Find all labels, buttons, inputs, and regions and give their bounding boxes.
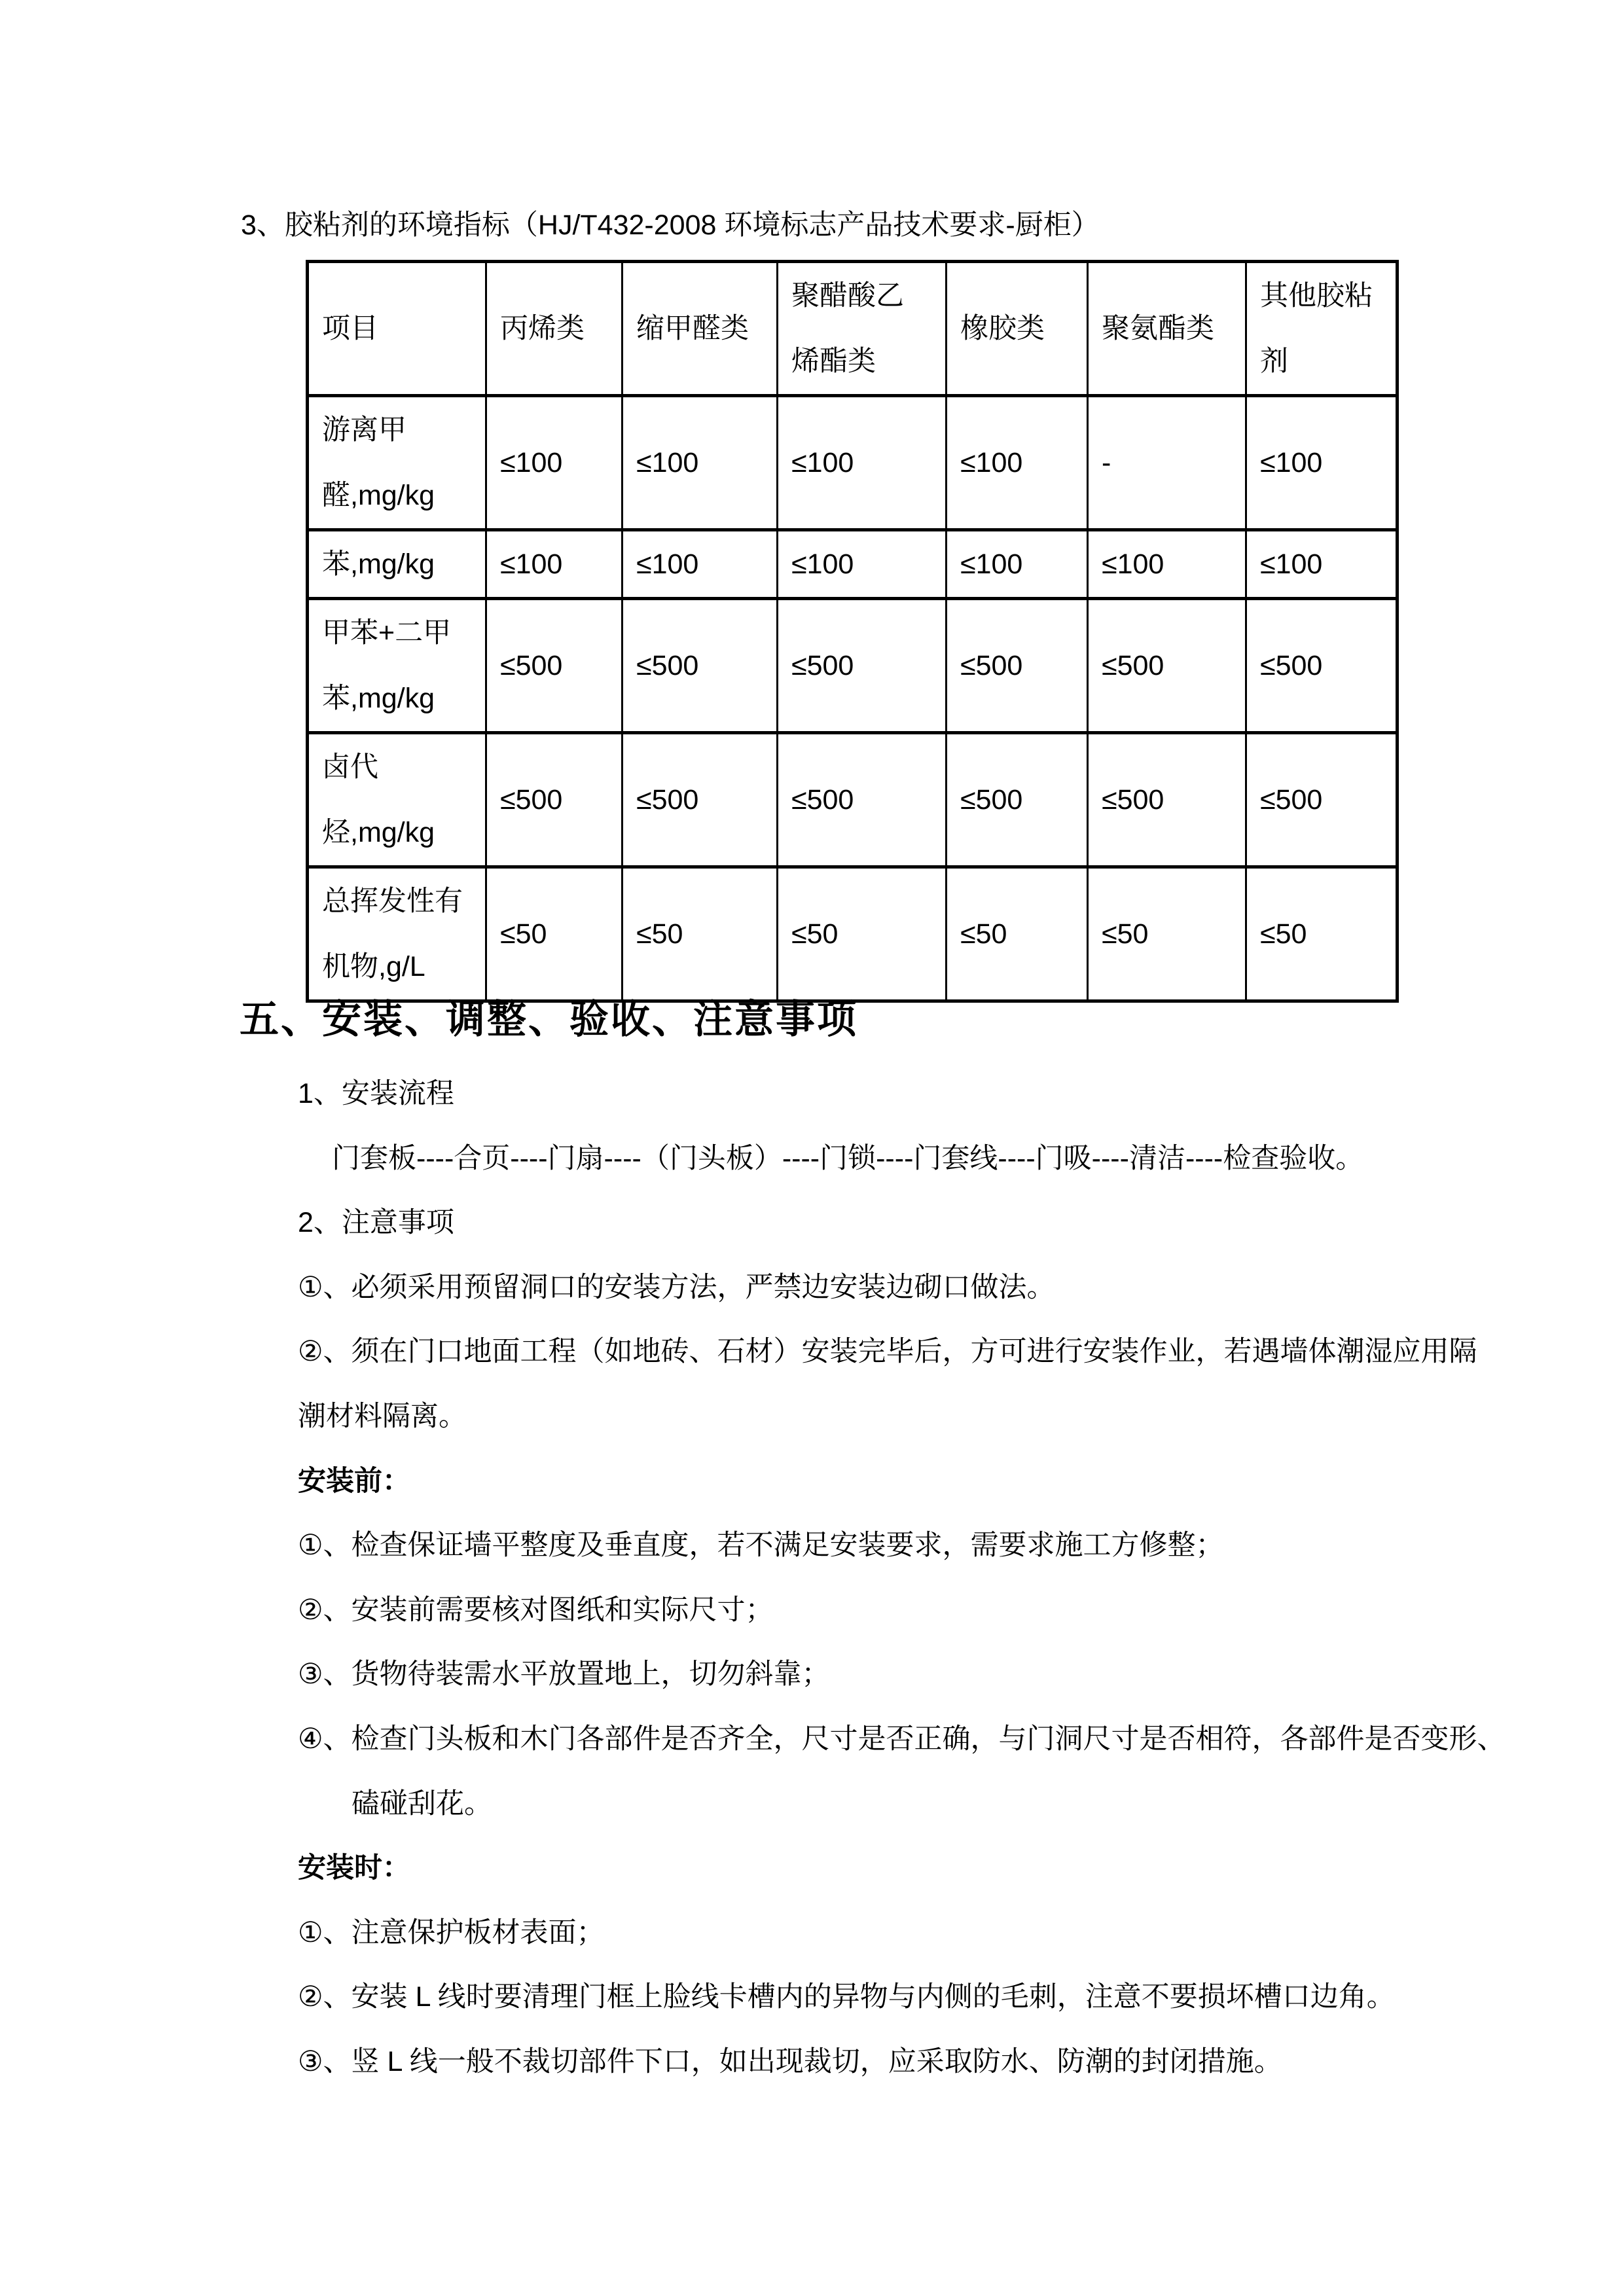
table-cell: ≤500 [778,599,947,733]
table-cell: ≤100 [947,396,1088,530]
body-line: ②、安装 L 线时要清理门框上脸线卡槽内的异物与内侧的毛刺，注意不要损坏槽口边角。 [298,1981,1395,2013]
body-line: 1、安装流程 [298,1078,454,1109]
table-cell: ≤500 [623,733,778,867]
table-cell: ≤100 [778,530,947,599]
body-line: ③、货物待装需水平放置地上，切勿斜靠； [298,1659,830,1691]
table-cell: ≤100 [778,396,947,530]
table-row-label: 苯,mg/kg [308,530,486,599]
table-cell: ≤500 [1246,599,1398,733]
table-cell: - [1088,396,1246,530]
table-cell: ≤500 [486,599,623,733]
table-row-label: 总挥发性有 机物,g/L [308,867,486,1001]
table-cell: ≤100 [486,396,623,530]
body-line: ①、注意保护板材表面； [298,1916,605,1948]
table-cell: ≤50 [623,867,778,1001]
table-cell: ≤50 [1088,867,1246,1001]
table-cell: ≤50 [486,867,623,1001]
table-cell: ≤500 [1088,599,1246,733]
table-cell: ≤500 [947,599,1088,733]
body-line: ①、必须采用预留洞口的安装方法，严禁边安装边砌口做法。 [298,1271,1055,1303]
table-cell: ≤100 [1246,530,1398,599]
table-row-label: 游离甲 醛,mg/kg [308,396,486,530]
table-row-label: 卤代 烃,mg/kg [308,733,486,867]
subheading-before-install: 安装前： [298,1465,410,1497]
table-row [308,530,1398,599]
table-row [308,396,1398,530]
install-flow-line: 门套板----合页----门扇----（门头板）----门锁----门套线----门吸----清洁----检查验收。 [332,1142,1364,1174]
table-cell: ≤100 [947,530,1088,599]
table-header-cell: 项目 [308,262,486,396]
table-header-cell: 缩甲醛类 [623,262,778,396]
table-header-cell: 聚醋酸乙 烯酯类 [778,262,947,396]
body-line: ③、竖 L 线一般不裁切部件下口，如出现裁切，应采取防水、防潮的封闭措施。 [298,2045,1282,2077]
table-cell: ≤100 [1246,396,1398,530]
body-line: ①、检查保证墙平整度及垂直度，若不满足安装要求，需要求施工方修整； [298,1530,1224,1562]
table-row [308,599,1398,733]
subheading-during-install: 安装时： [298,1852,410,1884]
table-cell: ≤100 [623,396,778,530]
body-line: ④、检查门头板和木门各部件是否齐全，尺寸是否正确，与门洞尺寸是否相符，各部件是否变形、 [298,1723,1506,1755]
body-line: 潮材料隔离。 [298,1400,467,1432]
body-line: 2、注意事项 [298,1207,454,1239]
table-row [308,867,1398,1001]
table-cell: ≤100 [1088,530,1246,599]
table-cell: ≤100 [623,530,778,599]
table-row-label: 甲苯+二甲 苯,mg/kg [308,599,486,733]
table-cell: ≤50 [1246,867,1398,1001]
table-header-row [308,262,1398,396]
table-cell: ≤50 [947,867,1088,1001]
section3-title: 3、胶粘剂的环境指标（HJ/T432-2008 环境标志产品技术要求-厨柜） [241,209,1100,241]
adhesive-env-table [306,260,1399,1003]
table-header-cell: 其他胶粘 剂 [1246,262,1398,396]
body-line: ②、须在门口地面工程（如地砖、石材）安装完毕后，方可进行安装作业，若遇墙体潮湿应用隔 [298,1336,1477,1368]
table-cell: ≤100 [486,530,623,599]
table-cell: ≤50 [778,867,947,1001]
table-cell: ≤500 [947,733,1088,867]
table-header-cell: 橡胶类 [947,262,1088,396]
body-line: 磕碰刮花。 [352,1787,492,1820]
table-cell: ≤500 [486,733,623,867]
table-header-cell: 聚氨酯类 [1088,262,1246,396]
section5-heading: 五、安装、调整、验收、注意事项 [240,997,858,1041]
table-row [308,733,1398,867]
table-header-cell: 丙烯类 [486,262,623,396]
body-line: ②、安装前需要核对图纸和实际尺寸； [298,1594,774,1626]
table-cell: ≤500 [1088,733,1246,867]
section5-body [242,1062,1545,2094]
table-cell: ≤500 [1246,733,1398,867]
table-cell: ≤500 [623,599,778,733]
table-cell: ≤500 [778,733,947,867]
